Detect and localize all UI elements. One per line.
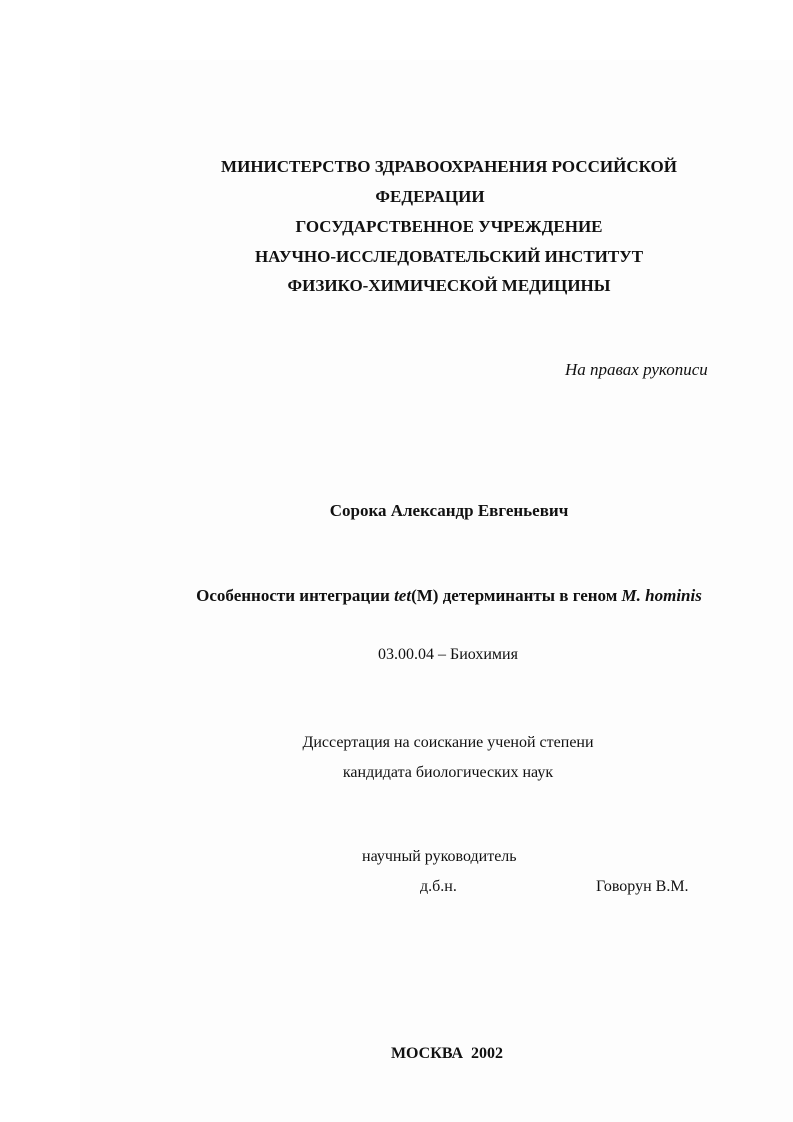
title-part-2: (M) детерминанты в геном xyxy=(411,586,622,605)
supervisor-degree: д.б.н. xyxy=(420,878,457,895)
manuscript-rights-note: На правах рукописи xyxy=(565,360,708,379)
ministry-header-line: ФЕДЕРАЦИИ xyxy=(375,187,485,206)
dissertation-title xyxy=(196,586,702,606)
author-name: Сорока Александр Евгеньевич xyxy=(329,501,569,520)
title-organism: M. hominis xyxy=(621,586,702,605)
specialty-code: 03.00.04 – Биохимия xyxy=(378,646,518,663)
title-part-1: Особенности интеграции xyxy=(196,586,395,605)
institution-header-line: ФИЗИКО-ХИМИЧЕСКОЙ МЕДИЦИНЫ xyxy=(287,276,611,295)
supervisor-label: научный руководитель xyxy=(362,848,517,865)
supervisor-name: Говорун В.М. xyxy=(596,878,689,895)
degree-line: кандидата биологических наук xyxy=(342,764,554,781)
institution-header-line: НАУЧНО-ИССЛЕДОВАТЕЛЬСКИЙ ИНСТИТУТ xyxy=(254,247,644,266)
degree-line: Диссертация на соискание ученой степени xyxy=(302,734,594,751)
title-gene: tet xyxy=(394,586,412,605)
ministry-header-line: МИНИСТЕРСТВО ЗДРАВООХРАНЕНИЯ РОССИЙСКОЙ xyxy=(221,157,677,176)
institution-header-line: ГОСУДАРСТВЕННОЕ УЧРЕЖДЕНИЕ xyxy=(295,217,603,236)
city-year: МОСКВА 2002 xyxy=(390,1045,504,1062)
